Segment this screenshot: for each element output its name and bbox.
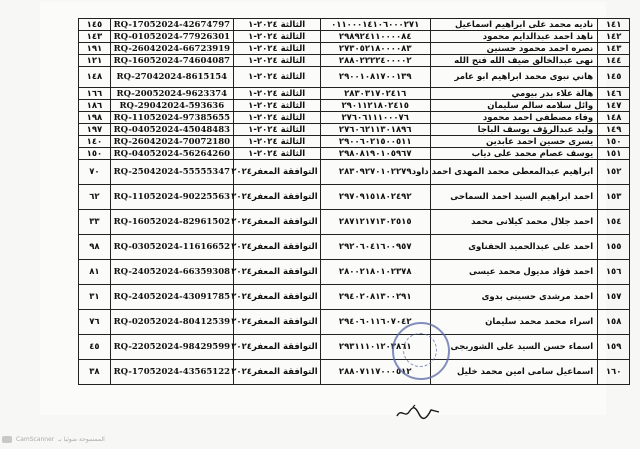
request-code: RQ-04052024-45048483 (110, 124, 233, 136)
phone-number: ٢٩٤٠٦٠١١٦٠٧٠٤٢ (320, 310, 430, 335)
score-value: ١٤٥ (79, 19, 111, 31)
phone-number: ٠١١٠٠٠١٤١٠٦٠٠٠٢٧١ (320, 19, 430, 31)
round-label: التوافقة المعفر٢٠٢٤ (233, 210, 320, 235)
participant-name: يسرى حسين احمد عابدين (430, 136, 597, 148)
request-code: RQ-11052024-97385655 (110, 112, 233, 124)
round-label: الثالثة ٢٠٢٤-١ (233, 55, 320, 67)
table-row (79, 31, 630, 43)
round-label: التوافقة المعفر٢٠٢٤ (233, 185, 320, 210)
score-value: ١٩٧ (79, 124, 111, 136)
row-index: ١٥٨ (598, 310, 630, 335)
table-row (79, 260, 630, 285)
table-body (79, 19, 630, 385)
request-code: RQ-29042024-593636 (110, 100, 233, 112)
participant-name: اسماء حسن السيد على الشوربجى (430, 335, 597, 360)
request-code: RQ-26042024-70072180 (110, 136, 233, 148)
phone-number: ٢٨٠٠٢١٨٠١٠٢٣٧٨ (320, 260, 430, 285)
table-row (79, 88, 630, 100)
score-value: ٩٨ (79, 235, 111, 260)
row-index: ١٥٦ (598, 260, 630, 285)
row-index: ١٤٦ (598, 88, 630, 100)
round-label: الثالثة ٢٠٢٤-١ (233, 112, 320, 124)
request-code: RQ-20052024-9623374 (110, 88, 233, 100)
participant-name: احمد ابراهيم السيد احمد السماحى (430, 185, 597, 210)
row-index: ١٥٤ (598, 210, 630, 235)
row-index: ١٤٤ (598, 55, 630, 67)
score-value: ١٤٣ (79, 31, 111, 43)
phone-number: ٢٩٨٩٢٤١١٠٠٠٠٨٤ (320, 31, 430, 43)
request-code: RQ-01052024-77926301 (110, 31, 233, 43)
request-code: RQ-16052024-74604087 (110, 55, 233, 67)
request-code: RQ-17052024-42674797 (110, 19, 233, 31)
participant-name: ناديه محمد على ابراهيم اسماعيل (430, 19, 597, 31)
scanner-watermark (2, 436, 105, 443)
table-row (79, 360, 630, 385)
participant-name: ناهد احمد عبدالدايم محمود (430, 31, 597, 43)
table-row (79, 136, 630, 148)
phone-number: ٢٨٣٠٩٢٧٠١٠٢٢٧٩ (320, 160, 430, 185)
table-row (79, 100, 630, 112)
request-code: RQ-25042024-55555347 (110, 160, 233, 185)
table-row (79, 55, 630, 67)
request-code: RQ-17052024-43565122 (110, 360, 233, 385)
row-index: ١٥٣ (598, 185, 630, 210)
round-label: الثالثة ٢٠٢٤-١ (233, 88, 320, 100)
table-row (79, 310, 630, 335)
row-index: ١٤١ (598, 19, 630, 31)
row-index: ١٥٠ (598, 136, 630, 148)
phone-number: ٢٧٦٠٦١١١٠٠٠٧٦ (320, 112, 430, 124)
score-value: ١٩١ (79, 43, 111, 55)
phone-number: ٢٩٧٠٩١٥١٨٠٢٤٩٢ (320, 185, 430, 210)
row-index: ١٥١ (598, 148, 630, 160)
phone-number: ٢٩٣١١١٠١٢٠٣٨٦١ (320, 335, 430, 360)
official-seal-icon (392, 322, 450, 380)
request-code: RQ-11052024-90225563 (110, 185, 233, 210)
score-value: ١٤٠ (79, 136, 111, 148)
row-index: ١٦٠ (598, 360, 630, 385)
round-label: الثالثة ٢٠٢٤-١ (233, 19, 320, 31)
score-value: ٦٢ (79, 185, 111, 210)
row-index: ١٥٩ (598, 335, 630, 360)
phone-number: ٢٧٦٠٦٢١١٣٠١٨٩٦ (320, 124, 430, 136)
round-label: التوافقة المعفر٢٠٢٤ (233, 285, 320, 310)
participant-name: احمد فؤاد مديول محمد عيسى (430, 260, 597, 285)
round-label: الثالثة ٢٠٢٤-١ (233, 100, 320, 112)
score-value: ١٩٨ (79, 112, 111, 124)
round-label: التوافقة المعفر٢٠٢٤ (233, 360, 320, 385)
participant-name: اسراء محمد محمد سليمان (430, 310, 597, 335)
round-label: التوافقة المعفر٢٠٢٤ (233, 260, 320, 285)
phone-number: ٢٩٠٠٦٠٢١٥٠٠٥١١ (320, 136, 430, 148)
participant-name: يوسف عصام محمد على دياب (430, 148, 597, 160)
score-value: ١٦٦ (79, 88, 111, 100)
row-index: ١٥٥ (598, 235, 630, 260)
phone-number: ٢٨٨٠٧١١٧٠٠٠٥١٢ (320, 360, 430, 385)
request-code: RQ-26042024-66723919 (110, 43, 233, 55)
participant-name: احمد مرشدى حسينى بدوى (430, 285, 597, 310)
table-row (79, 148, 630, 160)
request-code: RQ-04052024-56264260 (110, 148, 233, 160)
participant-name: ابراهيم عبدالمعطى محمد المهدى احمد داود (430, 160, 597, 185)
round-label: التوافقة المعفر٢٠٢٤ (233, 235, 320, 260)
table-row (79, 43, 630, 55)
participant-name: نصره احمد محمود حسنين (430, 43, 597, 55)
request-code: RQ-16052024-82961502 (110, 210, 233, 235)
row-index: ١٤٨ (598, 112, 630, 124)
participant-name: وائل سلامه سالم سليمان (430, 100, 597, 112)
table-row (79, 210, 630, 235)
score-value: ١٥٠ (79, 148, 111, 160)
round-label: الثالثة ٢٠٢٤-١ (233, 43, 320, 55)
score-value: ١٤٨ (79, 67, 111, 88)
round-label: التوافقة المعفر٢٠٢٤ (233, 335, 320, 360)
row-index: ١٤٢ (598, 31, 630, 43)
phone-number: ٢٩٤٠٢٠٨١٣٠٠٢٩١ (320, 285, 430, 310)
table-row (79, 335, 630, 360)
request-code: RQ-02052024-80412539 (110, 310, 233, 335)
row-index: ١٤٥ (598, 67, 630, 88)
score-value: ١٢١ (79, 55, 111, 67)
participant-name: احمد على عبدالحميد الحفناوى (430, 235, 597, 260)
table-row (79, 235, 630, 260)
phone-number: ٢٧٣٠٥٢١٨٠٠٠٠٨٣ (320, 43, 430, 55)
participants-table (78, 18, 630, 385)
round-label: الثالثة ٢٠٢٤-١ (233, 124, 320, 136)
round-label: الثالثة ٢٠٢٤-١ (233, 148, 320, 160)
table-row (79, 185, 630, 210)
score-value: ٣١ (79, 285, 111, 310)
participant-name: وليد عبدالرؤف يوسف الباجا (430, 124, 597, 136)
phone-number: ٢٩٨٠٨١٩٠١٠٥٩٦٧ (320, 148, 430, 160)
participant-name: هاني نبوى محمد ابراهيم ابو عامر (430, 67, 597, 88)
row-index: ١٤٧ (598, 100, 630, 112)
watermark-caption: الممسوحة ضوئيا بـ (58, 436, 105, 443)
score-value: ٣٣ (79, 210, 111, 235)
score-value: ٣٨ (79, 360, 111, 385)
camscanner-logo-icon (2, 436, 12, 443)
row-index: ١٥٢ (598, 160, 630, 185)
participant-name: نهى عبدالخالق ضيف الله فتح الله (430, 55, 597, 67)
round-label: الثالثة ٢٠٢٤-١ (233, 31, 320, 43)
request-code: RQ-22052024-98429599 (110, 335, 233, 360)
phone-number: ٢٨٨٠٢٢٢٢٤٠٠٠٠٢ (320, 55, 430, 67)
phone-number: ٢٨٧١٢١٧١٣٠٢٥١٥ (320, 210, 430, 235)
row-index: ١٥٧ (598, 285, 630, 310)
table-row (79, 160, 630, 185)
round-label: التوافقة المعفر٢٠٢٤ (233, 310, 320, 335)
round-label: الثالثة ٢٠٢٤-١ (233, 67, 320, 88)
round-label: التوافقة المعفر٢٠٢٤ (233, 160, 320, 185)
participant-name: وفاء مصطفى احمد محمود (430, 112, 597, 124)
request-code: RQ-27042024-8615154 (110, 67, 233, 88)
score-value: ٤٥ (79, 335, 111, 360)
participant-name: هالة علاء بدر بيومي (430, 88, 597, 100)
score-value: ٧٠ (79, 160, 111, 185)
table-row (79, 285, 630, 310)
score-value: ٨١ (79, 260, 111, 285)
round-label: الثالثة ٢٠٢٤-١ (233, 136, 320, 148)
table-row (79, 67, 630, 88)
request-code: RQ-24052024-66359308 (110, 260, 233, 285)
score-value: ١٨٦ (79, 100, 111, 112)
table-row (79, 19, 630, 31)
signature-icon (395, 404, 441, 420)
phone-number: ٢٩٠١١٢١٨٠٢٤١٥ (320, 100, 430, 112)
request-code: RQ-03052024-11616652 (110, 235, 233, 260)
row-index: ١٤٩ (598, 124, 630, 136)
phone-number: ٢٩٢٠٦٠٤١٦٠٠٩٥٧ (320, 235, 430, 260)
request-code: RQ-24052024-43091785 (110, 285, 233, 310)
score-value: ٧٦ (79, 310, 111, 335)
watermark-app-name: CamScanner (16, 436, 55, 443)
phone-number: ٢٩٠٠١٠٨١٧٠٠١٣٩ (320, 67, 430, 88)
phone-number: ٢٨٣٠٣١٧٠٢٤١٦ (320, 88, 430, 100)
participant-name: اسماعيل سامى امين محمد خليل (430, 360, 597, 385)
table-row (79, 112, 630, 124)
participant-name: احمد جلال محمد كيلانى محمد (430, 210, 597, 235)
row-index: ١٤٣ (598, 43, 630, 55)
table-row (79, 124, 630, 136)
